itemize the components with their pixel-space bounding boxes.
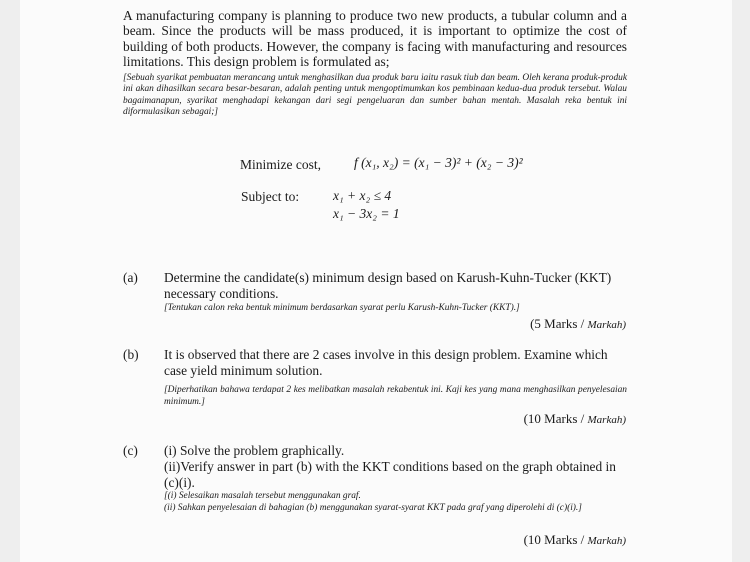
intro-paragraph: A manufacturing company is planning to produce two new products, a tubular column and a beam. Since the products will be mass produced, it is important to optimize the cost of building of both products. However, the company is facing with manufacturing and resources limitations. This design problem is formulated as; bbox=[123, 8, 627, 70]
marks-malay: Markah) bbox=[587, 535, 626, 547]
marks-value: (5 Marks / bbox=[530, 316, 585, 331]
question-a-text-malay: [Tentukan calon reka bentuk minimum berdasarkan syarat perlu Karush-Kuhn-Tucker (KKT).] bbox=[164, 303, 520, 313]
document-page bbox=[20, 0, 732, 562]
question-b-label: (b) bbox=[123, 347, 139, 362]
objective-function: f (x₁, x₂) = (x₁ − 3)² + (x₂ − 3)² bbox=[354, 155, 523, 170]
question-a-marks bbox=[530, 316, 626, 332]
subject-to-label: Subject to: bbox=[241, 189, 300, 204]
question-c-label: (c) bbox=[123, 443, 138, 458]
question-b-text-malay: [Diperhatikan bahawa terdapat 2 kes melibatkan masalah rekabentuk ini. Kaji kes yang mana menghasilkan penyelesaian minimum.] bbox=[164, 385, 627, 407]
question-b-text: It is observed that there are 2 cases involve in this design problem. Examine which case yield minimum solution. bbox=[164, 347, 608, 378]
question-b-marks bbox=[524, 411, 626, 427]
marks-value: (10 Marks / bbox=[523, 411, 585, 426]
question-c-part-ii-malay: (ii) Sahkan penyelesaian di bahagian (b) menggunakan syarat-syarat KKT pada graf yang diperolehi di (c)(i).] bbox=[164, 503, 582, 513]
question-c-part-i-malay: [(i) Selesaikan masalah tersebut menggunakan graf. bbox=[164, 491, 361, 501]
constraint-equality: x₁ − 3x₂ = 1 bbox=[333, 206, 400, 221]
question-c-marks bbox=[524, 532, 626, 548]
question-a-label: (a) bbox=[123, 270, 138, 285]
marks-value: (10 Marks / bbox=[523, 532, 585, 547]
objective-label: Minimize cost, bbox=[240, 157, 321, 172]
marks-malay: Markah) bbox=[587, 319, 626, 331]
question-c-part-ii: (ii)Verify answer in part (b) with the KKT conditions based on the graph obtained in (c)(i). bbox=[164, 459, 616, 490]
question-c-part-i: (i) Solve the problem graphically. bbox=[164, 443, 345, 458]
intro-paragraph-malay: [Sebuah syarikat pembuatan merancang untuk menghasilkan dua produk baru iaitu rasuk tiub dan beam. Oleh kerana produk-produk ini akan dihasilkan secara besar-besaran, adalah penting untuk mengoptimumkan kos pembinaan kedua-dua produk tersebut. Walau bagaimanapun, syarikat menghadapi kekangan dari segi pengeluaran dan sumber bahan mentah. Masalah reka bentuk ini diformulasikan sebagai;] bbox=[123, 73, 627, 118]
marks-malay: Markah) bbox=[587, 414, 626, 426]
constraint-inequality: x₁ + x₂ ≤ 4 bbox=[333, 188, 392, 203]
question-a-text: Determine the candidate(s) minimum design based on Karush-Kuhn-Tucker (KKT) necessary conditions. bbox=[164, 270, 612, 301]
